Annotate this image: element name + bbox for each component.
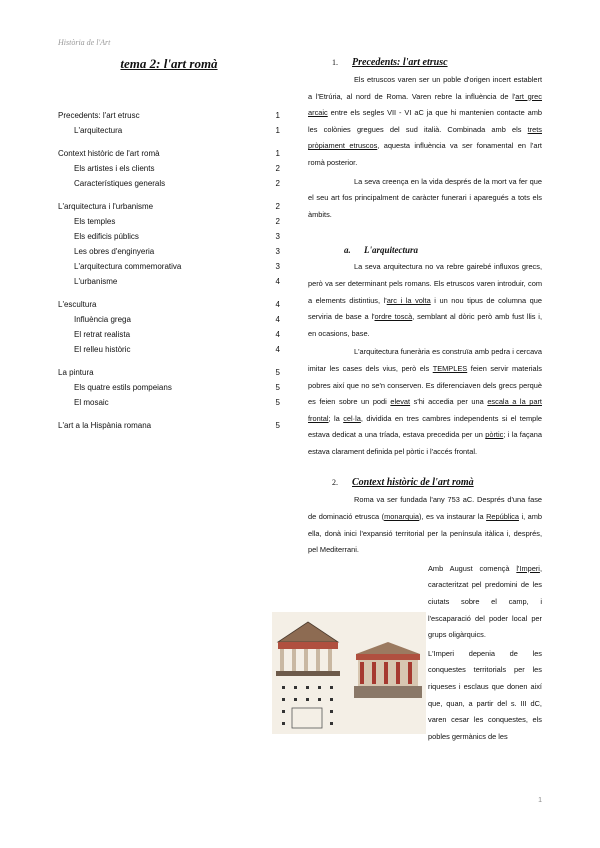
toc-entry[interactable] <box>58 199 280 214</box>
toc-entry-page: 5 <box>275 383 280 392</box>
toc-entry-label: Els quatre estils pompeians <box>74 383 172 392</box>
toc-entry[interactable] <box>58 380 280 395</box>
toc-entry-page: 5 <box>275 368 280 377</box>
toc-entry-page: 4 <box>275 330 280 339</box>
toc-entry-label: Influència grega <box>74 315 131 324</box>
toc-entry[interactable] <box>58 214 280 229</box>
toc-entry-page: 2 <box>275 217 280 226</box>
paragraph: Amb August començà l'Imperi, caracteritzat pel predomini de les ciutats sobre el camp, i l'escaparació del poder local per grups oligàrquics. <box>428 563 542 640</box>
toc-entry[interactable] <box>58 312 280 327</box>
paragraph: La seva creença en la vida després de la mort va fer que el seu art fos principalment de caràcter funerari i aparegués a tots els àmbits. <box>308 176 542 219</box>
toc-entry-label: L'art a la Hispània romana <box>58 421 152 430</box>
toc-entry-label: Els artistes i els clients <box>74 164 155 173</box>
toc-entry-page: 1 <box>275 149 280 158</box>
toc-entry-page: 2 <box>275 202 280 211</box>
toc-entry-page: 4 <box>275 300 280 309</box>
toc-entry-label: Els temples <box>74 217 116 226</box>
toc-entry-label: El retrat realista <box>74 330 131 339</box>
section-number: 2. <box>332 478 338 488</box>
toc-entry-page: 3 <box>275 232 280 241</box>
toc-entry-label: Precedents: l'art etrusc <box>58 111 140 120</box>
page-title: tema 2: l'art romà <box>120 56 218 71</box>
toc-entry[interactable] <box>58 297 280 312</box>
section-title: Precedents: l'art etrusc <box>352 57 448 68</box>
toc-entry-label: Context històric de l'art romà <box>58 149 160 158</box>
toc-entry-label: L'escultura <box>58 300 97 309</box>
paragraph: La seva arquitectura no va rebre gairebé influxos grecs, però va ser determinant pels romans. Els etruscos varen introduir, com a elements distintius, l'arc i la volta i un nou tipus de columna que serviria de base a l'ordre toscà, semblant al dòric però amb fust llis i, en ocasions, base. <box>308 262 542 338</box>
toc-entry-label: El relleu històric <box>74 345 131 354</box>
toc-entry[interactable] <box>58 176 280 191</box>
toc-entry-page: 3 <box>275 262 280 271</box>
toc-entry[interactable] <box>58 327 280 342</box>
subsection-heading <box>344 241 542 259</box>
paragraph: L'arquitectura funerària es construïa amb pedra i cercava imitar les cases dels vius, però els TEMPLES feien servir materials pobres així que no se'n conserven. Es diferenciaven dels grecs perquè es feien sobre un podi elevat s'hi accedia per una escala a la part frontal; la cel·la, dividida en tres cambres independents si el temple estava dedicat a una tríada, estava precedida per un pòrtic; i la façana estava clarament definida pel pòrtic i l'accés frontal. <box>308 347 542 456</box>
toc-entry[interactable] <box>58 146 280 161</box>
paragraph: Roma va ser fundada l'any 753 aC. Després d'una fase de dominació etrusca (monarquia), es va instaurar la República i, amb ella, donà inici l'expansió territorial per la península itàlica i, després, pel Mediterrani. <box>308 495 543 555</box>
section-heading-2 <box>332 474 542 492</box>
subsection-title: L'arquitectura <box>364 245 419 256</box>
toc-entry-label: Característiques generals <box>74 179 166 188</box>
temple-illustration <box>272 612 426 734</box>
toc-entry[interactable] <box>58 395 280 410</box>
toc-entry-label: L'arquitectura i l'urbanisme <box>58 202 154 211</box>
toc-entry-page: 4 <box>275 277 280 286</box>
toc-entry[interactable] <box>58 259 280 274</box>
toc-entry[interactable] <box>58 274 280 289</box>
toc-entry[interactable] <box>58 108 280 123</box>
toc-entry[interactable] <box>58 342 280 357</box>
toc-entry-page: 2 <box>275 179 280 188</box>
subsection-number: a. <box>344 245 351 256</box>
toc-entry-label: L'arquitectura commemorativa <box>74 262 182 271</box>
toc-entry-label: L'urbanisme <box>74 277 118 286</box>
section-number: 1. <box>332 58 338 67</box>
toc-entry-label: Les obres d'enginyeria <box>74 247 155 256</box>
toc-entry-label: Els edificis públics <box>74 232 139 241</box>
toc-entry-page: 4 <box>275 315 280 324</box>
toc-entry-page: 2 <box>275 164 280 173</box>
paragraph: Els etruscos varen ser un poble d'origen incert establert a l'Etrúria, al nord de Roma. Varen rebre la influència de l'art grec arcaic entre els segles VII - VI aC ja que hi mantenien contacte amb les colònies gregues del sud italià. Combinada amb els trets pròpiament etruscos, aquesta influència va ser fonamental en l'art romà posterior. <box>308 75 542 167</box>
toc-entry-label: L'arquitectura <box>74 126 123 135</box>
toc-entry-page: 1 <box>275 126 280 135</box>
toc-entry[interactable] <box>58 365 280 380</box>
toc-entry[interactable] <box>58 161 280 176</box>
toc-entry-page: 4 <box>275 345 280 354</box>
page-number: 1 <box>538 797 542 804</box>
toc-entry-label: La pintura <box>58 368 94 377</box>
toc-entry-page: 1 <box>275 111 280 120</box>
toc-entry-page: 3 <box>275 247 280 256</box>
table-of-contents <box>58 108 280 433</box>
toc-entry-label: El mosaic <box>74 398 109 407</box>
section-title: Context històric de l'art romà <box>352 477 474 489</box>
toc-entry[interactable] <box>58 229 280 244</box>
toc-entry-page: 5 <box>275 421 280 430</box>
section-heading-1 <box>332 54 542 72</box>
toc-entry[interactable] <box>58 244 280 259</box>
toc-entry[interactable] <box>58 418 280 433</box>
paragraph: L'Imperi depenia de les conquestes territorials per les riqueses i esclaus que donen així que, quan, a partir del s. III dC, varen cesar les conquestes, els pobles germànics de les <box>428 648 542 741</box>
toc-entry-page: 5 <box>275 398 280 407</box>
toc-entry[interactable] <box>58 123 280 138</box>
running-header: Història de l'Art <box>58 38 111 47</box>
